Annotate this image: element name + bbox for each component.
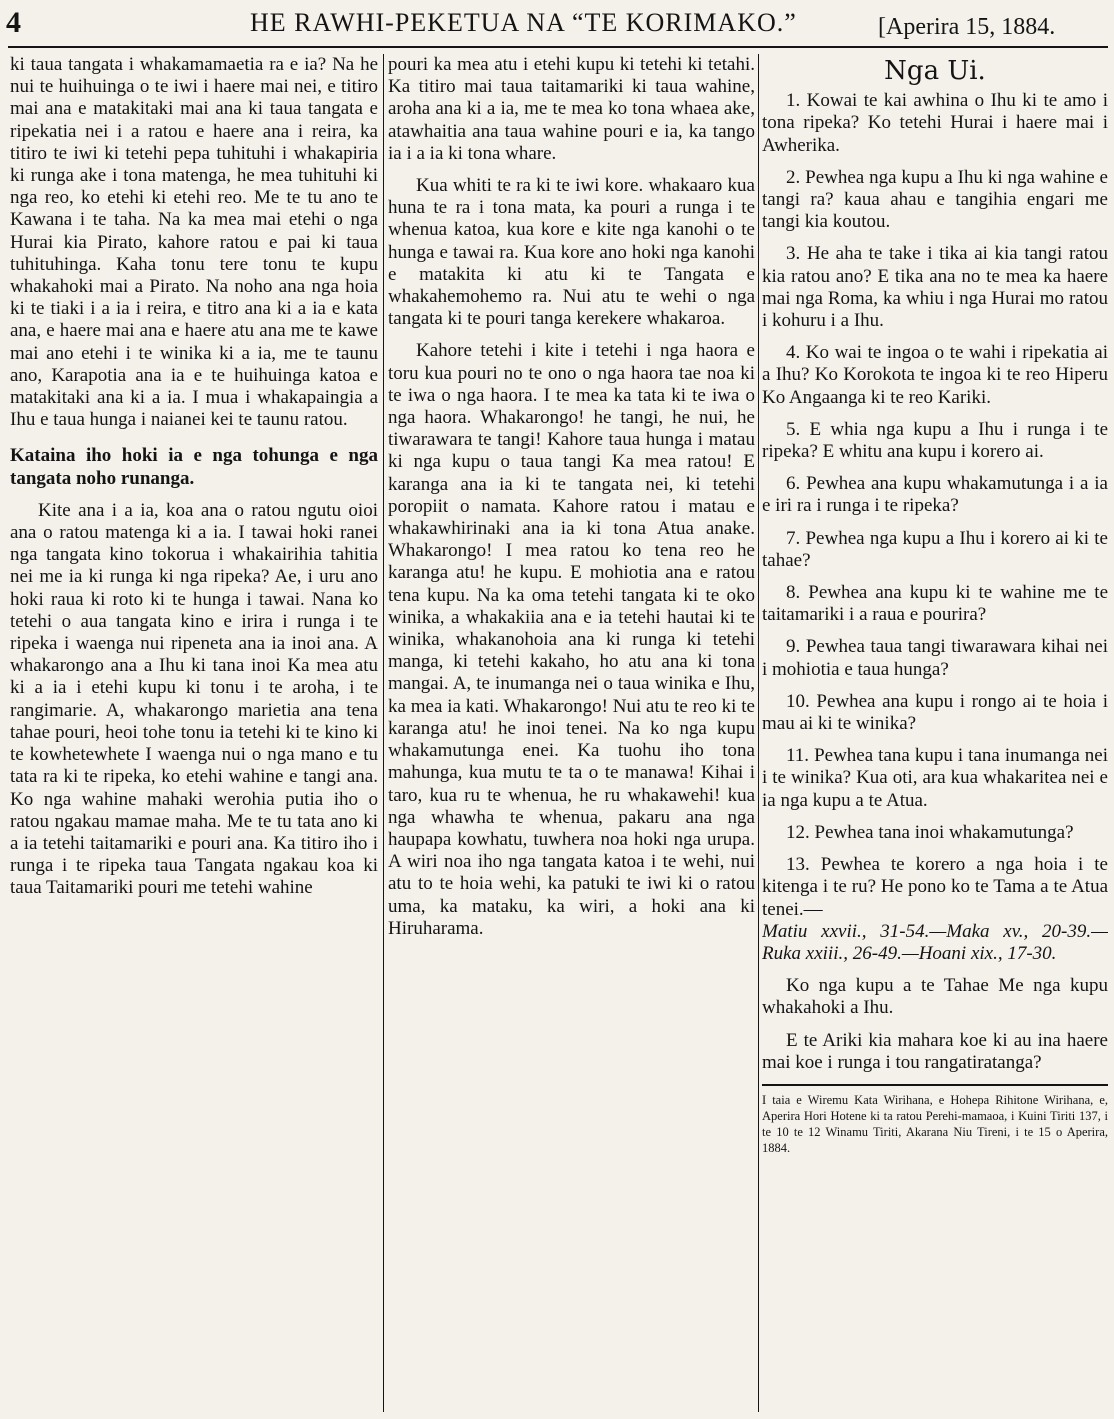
printer-colophon: I taia e Wiremu Kata Wirihana, e Hohepa Rihitone Wirihana, e, Aperira Hori Hotene ki ta ratou Perehi-mamaoa, i Kuini Tiriti 137, i te 10 te 12 Winamu Tiriti, Akarana Niu Tireni, i te 15 o Aperira, 1884.: [762, 1092, 1108, 1155]
column-2: [388, 54, 755, 1412]
column-3: [762, 54, 1108, 1412]
page-header: [0, 0, 1114, 48]
question-item: 11. Pewhea tana kupu i tana inumanga nei i te winika? Kua oti, ara kua whakaritea nei e ia nga kupu a te Atua.: [762, 745, 1108, 811]
paragraph: Kahore tetehi i kite i tetehi i nga haora e toru kua pouri no te ono o nga haora tae noa ki te iwa o nga haora. I te mea ka tata ki te iwa o nga haora. Whakarongo! he tangi, he nui, he tiwarawara te tangi! Kahore taua hunga i matau ki nga kupu o taua tangi Ka mea ratou! E karanga ana ia ki te tangata nei, ki tetehi poropiit o namata. Kahore ratou i matau e whakawhirinaki ana ia ki tona Atua anake. Whakarongo! I mea ratou ko tena reo he karanga atu! he kupu. E mohiotia ana e ratou tena kupu. Na ka oma tetehi tangata ki te oko winika, a whakakiia ana e ia tetehi hautai ki te winika, whakanohoia ana ki runga ki tetehi manga, ki tetehi kakaho, ho atu ana ki tona mangai. A, te inumanga nei o taua winika e Ihu, ka mea ia kati. Whakarongo! Nui atu te reo ki te karanga atu! he inoi tenei. Na ko nga kupu whakamutunga enei. Ka tuohu iho tona mahunga, kua mutu te ta o te manawa! Kihai i taro, kua ru te whenua, he ru whakawehi! kua nga whawha te whenua, pakaru ana nga haupapa kowhatu, tuwhera noa hoki nga urupa. A wiri noa iho nga tangata katoa i te wehi, nui atu to te hoia wehi, ka patuki te iwi ki o ratou uma, ka mataku, ka wiri, a hoki ana ki Hiruharama.: [388, 340, 755, 939]
column-divider-1: [383, 54, 384, 1412]
paragraph: Kite ana i a ia, koa ana o ratou ngutu oioi ana o ratou matenga ki a ia. I tawai hoki ranei nga tangata kino tokorua i whakairihia tahitia nei me ia ki runga ki nga ripeka? Ae, i uru ano hoki raua ki roto ki te hunga i tawai. Nana ko tetehi o aua tangata kino e irira i runga i te ripeka i waenga nui ripeneta ana ia inoi ana. A whakarongo ana a Ihu ki tana inoi Ka mea atu ki a ia i etehi kupu ki tonu i te aroha, i te rangimarie. A, whakarongo marietia ana tena tahae pouri, heoi tohe tonu ia tetehi ki te kino ki te kowhetewhete I waenga nui o nga mano e tu tata ra ki te ripeka, ko etehi wahine e tangi ana. Ko nga wahine mahaki werohia putia iho o ratou ngakau mamae maha. Me te tu tata ano ki a ia tetehi taitamariki e pouri ana. Ka titiro iho i runga i te ripeka taua Tangata ngakau koa ki taua Taitamariki pouri me tetehi wahine: [10, 499, 378, 899]
question-item: 7. Pewhea nga kupu a Ihu i korero ai ki te tahae?: [762, 527, 1108, 571]
question-item: 2. Pewhea nga kupu a Ihu ki nga wahine e tangi ra? kaua ahau e tangihia engari me tangi kia koutou.: [762, 166, 1108, 233]
paragraph: ki taua tangata i whakamamaetia ra e ia? Na he nui te huihuinga o te iwi i haere mai nei, e titiro mai ana e matakitaki mai ana ki taua tangata e ripekatia nei i a ratou e haere ana i reira, ka titiro te iwi ki tetehi pepa tuhituhi i whakapiria ki runga ake i tona matenga, he mea tuhituhi ki nga reo, ko etehi ki etehi reo. Me te tu ano te Kawana i te taha. Na ka mea mai etehi o nga Hurai kia Pirato, kahore ratou e pai ki taua tuhituhinga. Kaha tonu tere tonu te kupu whakahoki mai a Pirato. Na noho ana nga hoia ki te tiaki i a ia i reira, e titro ana ki a ia e kata ana, e haere mai ana e haere atu ana me te kawe mai ano etehi i te winika ki a ia, me te taunu ano, Karapotia ana ia e te huihuinga katoa e matakitaki ana ki a ia. I mua i whakapaingia a Ihu e taua hunga i naianei kei te taunu ratou.: [10, 54, 378, 431]
question-item: 13. Pewhea te korero a nga hoia i te kitenga i te ru? He pono ko te Tama a te Atua tenei.—: [762, 854, 1108, 920]
question-item: 12. Pewhea tana inoi whakamutunga?: [786, 821, 1074, 843]
question-item: 5. E whia nga kupu a Ihu i runga i te ripeka? E whitu ana kupu i korero ai.: [762, 418, 1108, 463]
issue-date: [Aperira 15, 1884.: [878, 14, 1056, 40]
paragraph: pouri ka mea atu i etehi kupu ki tetehi ki tetahi. Ka titiro mai taua taitamariki ki taua wahine, aroha ana ki a ia, me te mea ko tona whaea ake, atawhaitia ana taua wahine pouri e ia, ka tango ia i a ia ki tona whare.: [388, 54, 755, 164]
question-item: 3. He aha te take i tika ai kia tangi ratou kia ratou ano? E tika ana no te mea ka haere mai nga Roma, ka whiu i nga Hurai mo ratou i kohuru i a Ihu.: [762, 243, 1108, 332]
scripture-references: Matiu xxvii., 31-54.—Maka xv., 20-39.—Ruka xxiii., 26-49.—Hoani xix., 17-30.: [762, 920, 1108, 964]
question-item: 8. Pewhea ana kupu ki te wahine me te taitamariki i a raua e pourira?: [762, 582, 1108, 626]
question-item: 9. Pewhea taua tangi tiwarawara kihai nei i mohiotia e taua hunga?: [762, 636, 1108, 680]
column-1: [10, 54, 378, 1412]
paragraph: Kua whiti te ra ki te iwi kore. whakaaro kua huna te ra i tona mata, ka pouri a runga i te whenua katoa, kua kore e kite nga kanohi o te hunga e tawai ra. Kua kore ano hoki nga kanohi e matakita ki atu ki te Tangata e whakahemohemo ra. Nui atu te wehi o nga tangata ki te pouri tanga kerekere whakaroa.: [388, 175, 755, 330]
closing-prayer: E te Ariki kia mahara koe ki au ina haere mai koe i runga i tou rangatiratanga?: [762, 1029, 1108, 1073]
column-divider-2: [758, 54, 759, 1412]
section-heading: Kataina iho hoki ia e nga tohunga e nga tangata noho runanga.: [10, 445, 378, 489]
questions-title: Nga Ui.: [884, 56, 986, 86]
colophon-rule: [762, 1084, 1108, 1086]
page-number: 4: [6, 6, 21, 39]
question-item: 4. Ko wai te ingoa o te wahi i ripekatia ai a Ihu? Ko Korokota te ingoa ki te reo Hiperu Ko Angaanga ki te reo Kariki.: [762, 342, 1108, 408]
header-rule: [8, 46, 1108, 48]
question-item: 6. Pewhea ana kupu whakamutunga i a ia e iri ra i runga i te ripeka?: [762, 473, 1108, 517]
closing-line: Ko nga kupu a te Tahae Me nga kupu whakahoki a Ihu.: [762, 975, 1108, 1019]
question-item: 10. Pewhea ana kupu i rongo ai te hoia i mau ai ki te winika?: [762, 690, 1108, 735]
question-item: 1. Kowai te kai awhina o Ihu ki te amo i tona ripeka? Ko tetehi Hurai i haere mai i Awherika.: [762, 90, 1108, 156]
paper-title: HE RAWHI-PEKETUA NA “TE KORIMAKO.”: [250, 8, 797, 37]
